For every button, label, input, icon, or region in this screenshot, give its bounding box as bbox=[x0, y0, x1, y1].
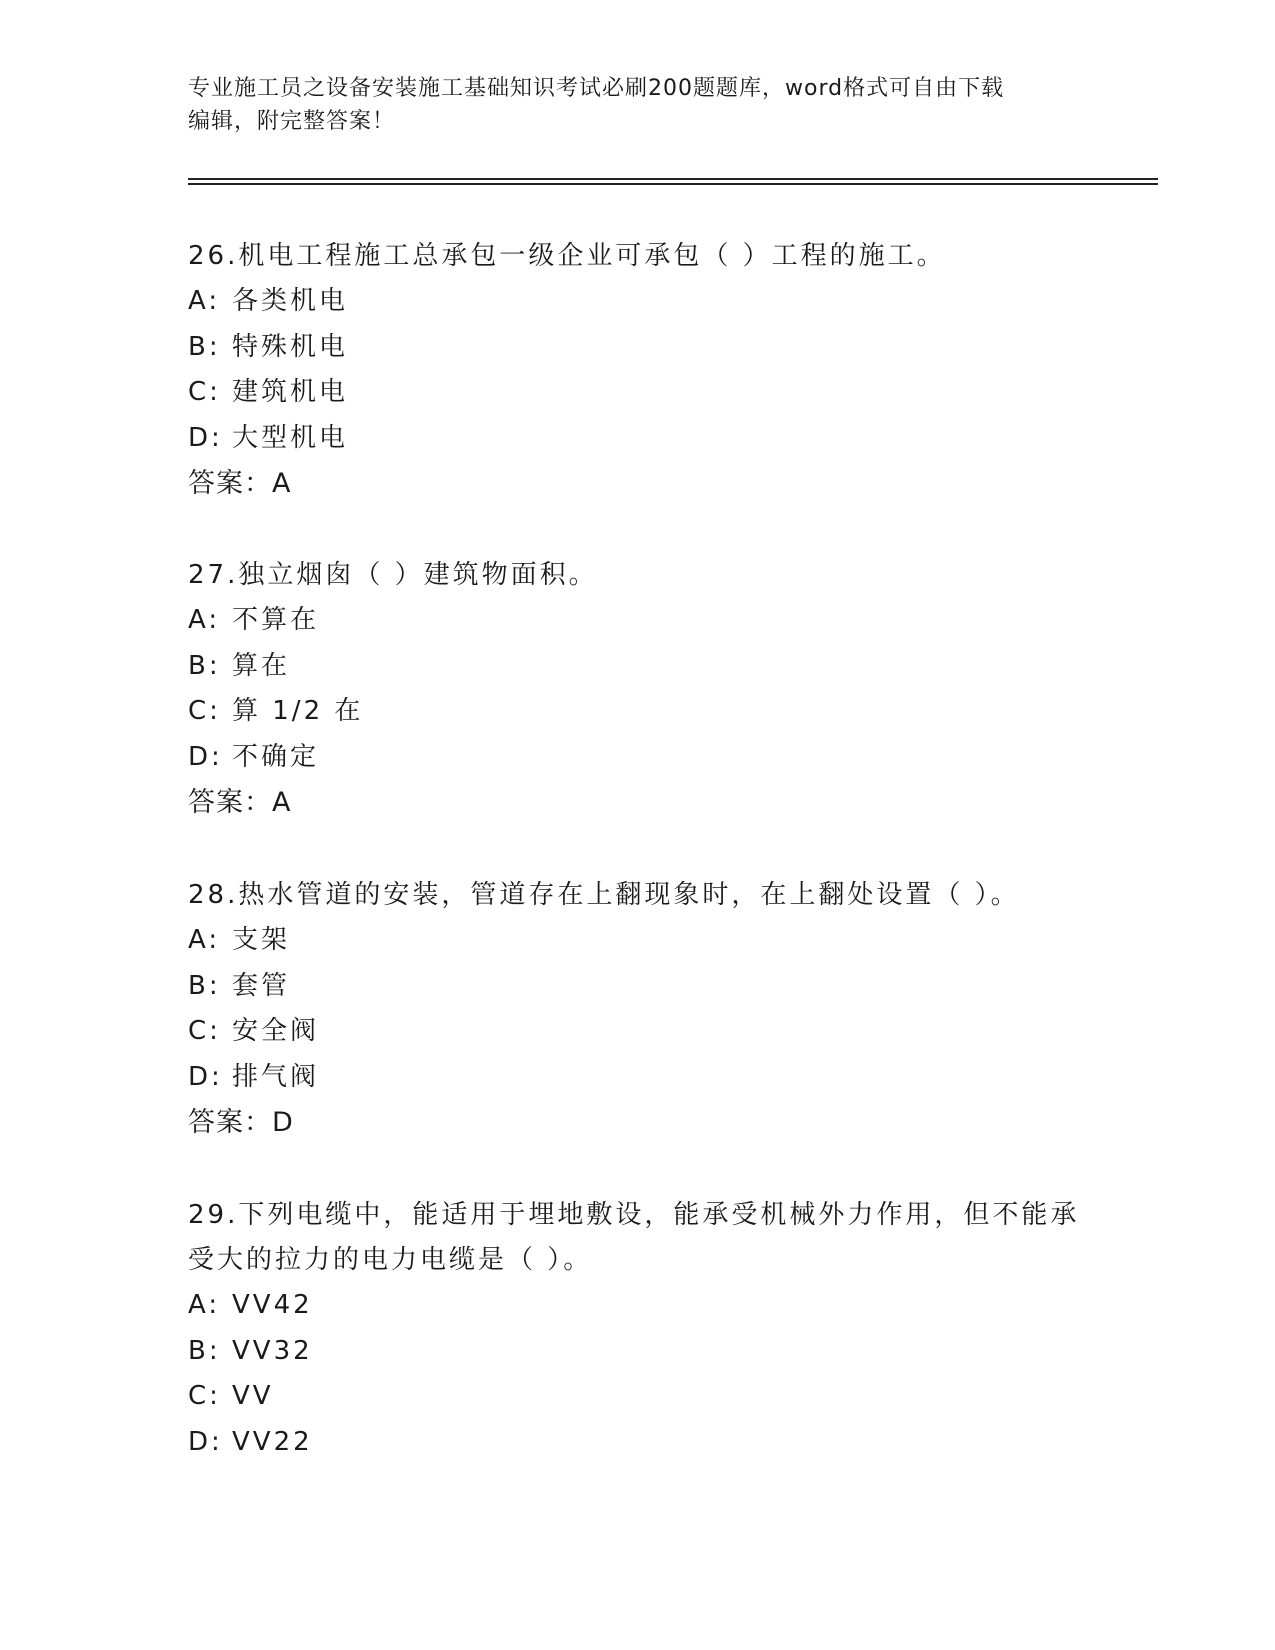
option-d bbox=[188, 1420, 1088, 1466]
option-text: 算在 bbox=[232, 650, 291, 681]
option-letter: D: bbox=[188, 1061, 223, 1092]
option-b bbox=[188, 1329, 1088, 1375]
option-c bbox=[188, 689, 1088, 735]
answer-line: 答案：A bbox=[188, 468, 292, 499]
question-stem: 27.独立烟囱（ ）建筑物面积。 bbox=[188, 560, 598, 590]
header-line-1: 专业施工员之设备安装施工基础知识考试必刷200题题库，word格式可自由下载 bbox=[188, 76, 1005, 101]
option-b bbox=[188, 964, 1088, 1010]
answer-line: 答案：D bbox=[188, 1107, 294, 1138]
option-letter: B: bbox=[188, 1335, 221, 1366]
option-text: VV22 bbox=[232, 1426, 313, 1457]
option-c bbox=[188, 1009, 1088, 1055]
option-d bbox=[188, 735, 1088, 781]
option-letter: C: bbox=[188, 1381, 221, 1411]
question-28 bbox=[188, 873, 1088, 1145]
question-26 bbox=[188, 234, 1088, 506]
option-text: 安全阀 bbox=[232, 1016, 320, 1046]
option-letter: C: bbox=[188, 1016, 221, 1046]
question-stem-line-2: 受大的拉力的电力电缆是（ ）。 bbox=[188, 1245, 593, 1275]
header-divider-top bbox=[188, 178, 1158, 180]
header-line-2: 编辑，附完整答案！ bbox=[188, 109, 396, 134]
header-divider-bottom bbox=[188, 183, 1158, 185]
option-b bbox=[188, 644, 1088, 690]
option-text: VV42 bbox=[232, 1290, 313, 1320]
option-text: 支架 bbox=[232, 925, 291, 955]
option-letter: B: bbox=[188, 650, 221, 681]
option-text: 套管 bbox=[232, 970, 291, 1001]
option-letter: A: bbox=[188, 286, 221, 316]
option-text: VV32 bbox=[232, 1335, 313, 1366]
option-text: 不算在 bbox=[232, 605, 320, 635]
question-stem: 26.机电工程施工总承包一级企业可承包（ ）工程的施工。 bbox=[188, 241, 946, 271]
option-c bbox=[188, 1374, 1088, 1420]
option-d bbox=[188, 416, 1088, 462]
option-text: 算 1/2 在 bbox=[232, 696, 364, 726]
option-a bbox=[188, 1283, 1088, 1329]
option-text: 大型机电 bbox=[232, 422, 349, 453]
document-header bbox=[188, 72, 1088, 138]
option-letter: A: bbox=[188, 1290, 221, 1320]
question-29 bbox=[188, 1193, 1088, 1465]
option-letter: B: bbox=[188, 970, 221, 1001]
question-stem: 28.热水管道的安装，管道存在上翻现象时，在上翻处设置（ ）。 bbox=[188, 880, 1020, 910]
option-b bbox=[188, 325, 1088, 371]
answer-line: 答案：A bbox=[188, 787, 292, 818]
option-letter: D: bbox=[188, 741, 223, 772]
option-text: VV bbox=[232, 1381, 274, 1411]
option-letter: C: bbox=[188, 696, 221, 726]
option-a bbox=[188, 918, 1088, 964]
option-text: 各类机电 bbox=[232, 286, 349, 316]
option-a bbox=[188, 279, 1088, 325]
option-letter: A: bbox=[188, 605, 221, 635]
question-27 bbox=[188, 553, 1088, 825]
option-text: 特殊机电 bbox=[232, 331, 349, 362]
option-a bbox=[188, 598, 1088, 644]
option-d bbox=[188, 1055, 1088, 1101]
option-text: 建筑机电 bbox=[232, 377, 349, 407]
option-letter: A: bbox=[188, 925, 221, 955]
option-text: 排气阀 bbox=[232, 1061, 320, 1092]
option-c bbox=[188, 370, 1088, 416]
question-stem-line-1: 29.下列电缆中，能适用于埋地敷设，能承受机械外力作用，但不能承 bbox=[188, 1200, 1080, 1230]
option-letter: B: bbox=[188, 331, 221, 362]
option-letter: D: bbox=[188, 1426, 223, 1457]
option-letter: C: bbox=[188, 377, 221, 407]
option-text: 不确定 bbox=[232, 741, 320, 772]
option-letter: D: bbox=[188, 422, 223, 453]
